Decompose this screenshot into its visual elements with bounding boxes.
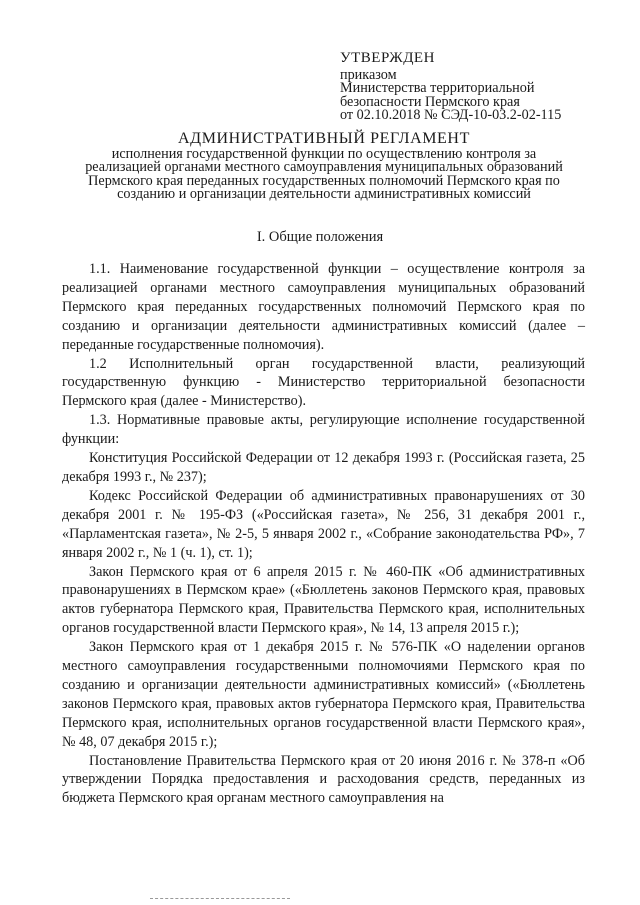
- document-body: [62, 260, 585, 808]
- paragraph: Кодекс Российской Федерации об административных правонарушениях от 30 декабря 2001 г. № 195-ФЗ («Российская газета», № 256, 31 декабря 2001 г., «Парламентская газета», № 2-5, 5 января 2002 г., «Собрание законодательства РФ», 7 января 2002 г., № 1 (ч. 1), ст. 1);: [62, 487, 585, 561]
- subtitle-line: созданию и организации деятельности административных комиссий: [117, 186, 531, 203]
- approval-line: приказом: [340, 66, 397, 83]
- paragraph: Конституция Российской Федерации от 12 декабря 1993 г. (Российская газета, 25 декабря 1993 г., № 237);: [62, 450, 585, 485]
- document-title: АДМИНИСТРАТИВНЫЙ РЕГЛАМЕНТ: [178, 130, 470, 147]
- approval-line: от 02.10.2018 № СЭД-10-03.2-02-115: [340, 107, 562, 123]
- subtitle-line: исполнения государственной функции по осуществлению контроля за: [111, 146, 537, 162]
- paragraph: 1.3. Нормативные правовые акты, регулирующие исполнение государственной функции:: [62, 412, 585, 448]
- paragraph: 1.1. Наименование государственной функции – осуществление контроля за реализацией органами местного самоуправления муниципальных образований Пермского края переданных государственных полномочий Пермского края по созданию и организации деятельности административных комиссий (далее – переданные государственные полномочия).: [62, 261, 585, 353]
- approval-stamp: [340, 52, 630, 123]
- document-subtitle: [40, 148, 608, 202]
- paragraph: Постановление Правительства Пермского края от 20 июня 2016 г. № 378-п «Об утверждении Порядка предоставления и расходования средств, переданных из бюджета Пермского края органам местного самоуправления на: [62, 752, 585, 807]
- section-heading: I. Общие положения: [256, 229, 384, 245]
- scan-edge-mark: [150, 898, 290, 905]
- subtitle-line: Пермского края переданных государственных полномочий Пермского края по: [88, 172, 560, 189]
- approval-line: Министерства территориальной: [340, 80, 535, 96]
- approval-heading: УТВЕРЖДЕН: [340, 50, 435, 66]
- document-title-block: [40, 130, 608, 202]
- paragraph: Закон Пермского края от 1 декабря 2015 г. № 576-ПК «О наделении органов местного самоуправления государственными полномочиями Пермского края по созданию и организации деятельности административных комиссий» («Бюллетень законов Пермского края, правовых актов губернатора Пермского края, Правительства Пермского края, исполнительных органов государственной власти Пермского края», № 48, 07 декабря 2015 г.);: [62, 639, 585, 750]
- approval-line: безопасности Пермского края: [340, 93, 520, 110]
- paragraph: Закон Пермского края от 6 апреля 2015 г. № 460-ПК «Об административных правонарушениях в Пермском крае» («Бюллетень законов Пермского края, правовых актов губернатора Пермского края, Правительства Пермского края, исполнительных органов государственной власти Пермского края», № 14, 13 апреля 2015 г.);: [62, 563, 585, 637]
- paragraph: 1.2 Исполнительный орган государственной власти, реализующий государственную функцию - Министерство территориальной безопасности Пермского края (далее - Министерство).: [62, 355, 585, 410]
- subtitle-line: реализацией органами местного самоуправления муниципальных образований: [85, 159, 563, 176]
